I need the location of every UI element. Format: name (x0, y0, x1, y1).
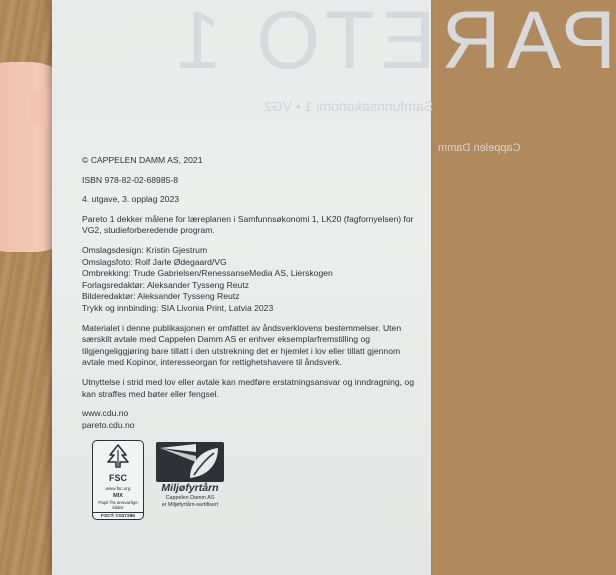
fsc-tree-icon (104, 444, 132, 468)
show-through-subtitle: Samfunnsøkonomi 1 • VG2 (264, 98, 434, 114)
edition-line: 4. utgave, 3. opplag 2023 (82, 194, 179, 205)
show-through-title: PARETO 1 (170, 0, 616, 86)
description-paragraph: Pareto 1 dekker målene for læreplanen i Samfunnsøkonomi 1, LK20 (fagfornyelsen) for VG2, studieforberedende program. (82, 213, 414, 236)
credit-line: Ombrekking: Trude Gabrielsen/RenessanseMedia AS, Lierskogen (82, 268, 333, 279)
credit-line: Trykk og innbinding: SIA Livonia Print, Latvia 2023 (82, 302, 274, 313)
lighthouse-leaf-icon (156, 442, 224, 482)
website-url: www.cdu.no (82, 408, 129, 419)
fsc-site: www.fsc.org (105, 486, 131, 491)
isbn-line: ISBN 978-82-02-68985-8 (82, 174, 179, 185)
credit-line: Omslagsdesign: Kristin Gjestrum (82, 244, 208, 255)
penalty-paragraph: Utnyttelse i strid med lov eller avtale kan medføre erstatningsansvar og inndragning, og kan straffes med bøter eller fengsel. (82, 376, 414, 399)
fsc-mark: FSC (109, 473, 127, 483)
fsc-code: FSC® C047286 (93, 512, 143, 519)
credit-line: Omslagsfoto: Rolf Jarle Ødegaard/VG (82, 256, 227, 267)
copyright-line: © CAPPELEN DAMM AS, 2021 (82, 155, 203, 165)
fsc-text: Papir fra ansvarlige kilder (98, 499, 138, 510)
colophon (82, 155, 422, 431)
certification-logos (92, 440, 232, 530)
rights-paragraph: Materialet i denne publikasjonen er omfattet av åndsverklovens bestemmelser. Uten særskilt avtale med Cappelen Damm AS er enhver eksemplarfremstilling og tilgjengeliggjøring bare tillatt i den utstrekning det er hjemlet i lov eller tillatt gjennom avtale med Kopinor, interesseorgan for rettighetshavere til åndsverk. (82, 322, 402, 368)
credit-line: Forlagsredaktør: Aleksander Tysseng Reutz (82, 279, 250, 290)
fsc-logo (92, 440, 144, 520)
miljofyrtarn-cert-line-2: er Miljøfyrtårn-sertifisert (161, 501, 219, 508)
miljofyrtarn-brand: Miljøfyrtårn (161, 482, 219, 494)
miljofyrtarn-logo (152, 442, 228, 508)
website-url: pareto.cdu.no (82, 419, 135, 430)
fsc-label: MIX (113, 492, 123, 499)
show-through-publisher: Cappelen Damm (438, 142, 521, 154)
credit-line: Bilderedaktør: Aleksander Tysseng Reutz (82, 291, 240, 302)
miljofyrtarn-cert-line-1: Cappelen Damm AS (165, 495, 215, 501)
